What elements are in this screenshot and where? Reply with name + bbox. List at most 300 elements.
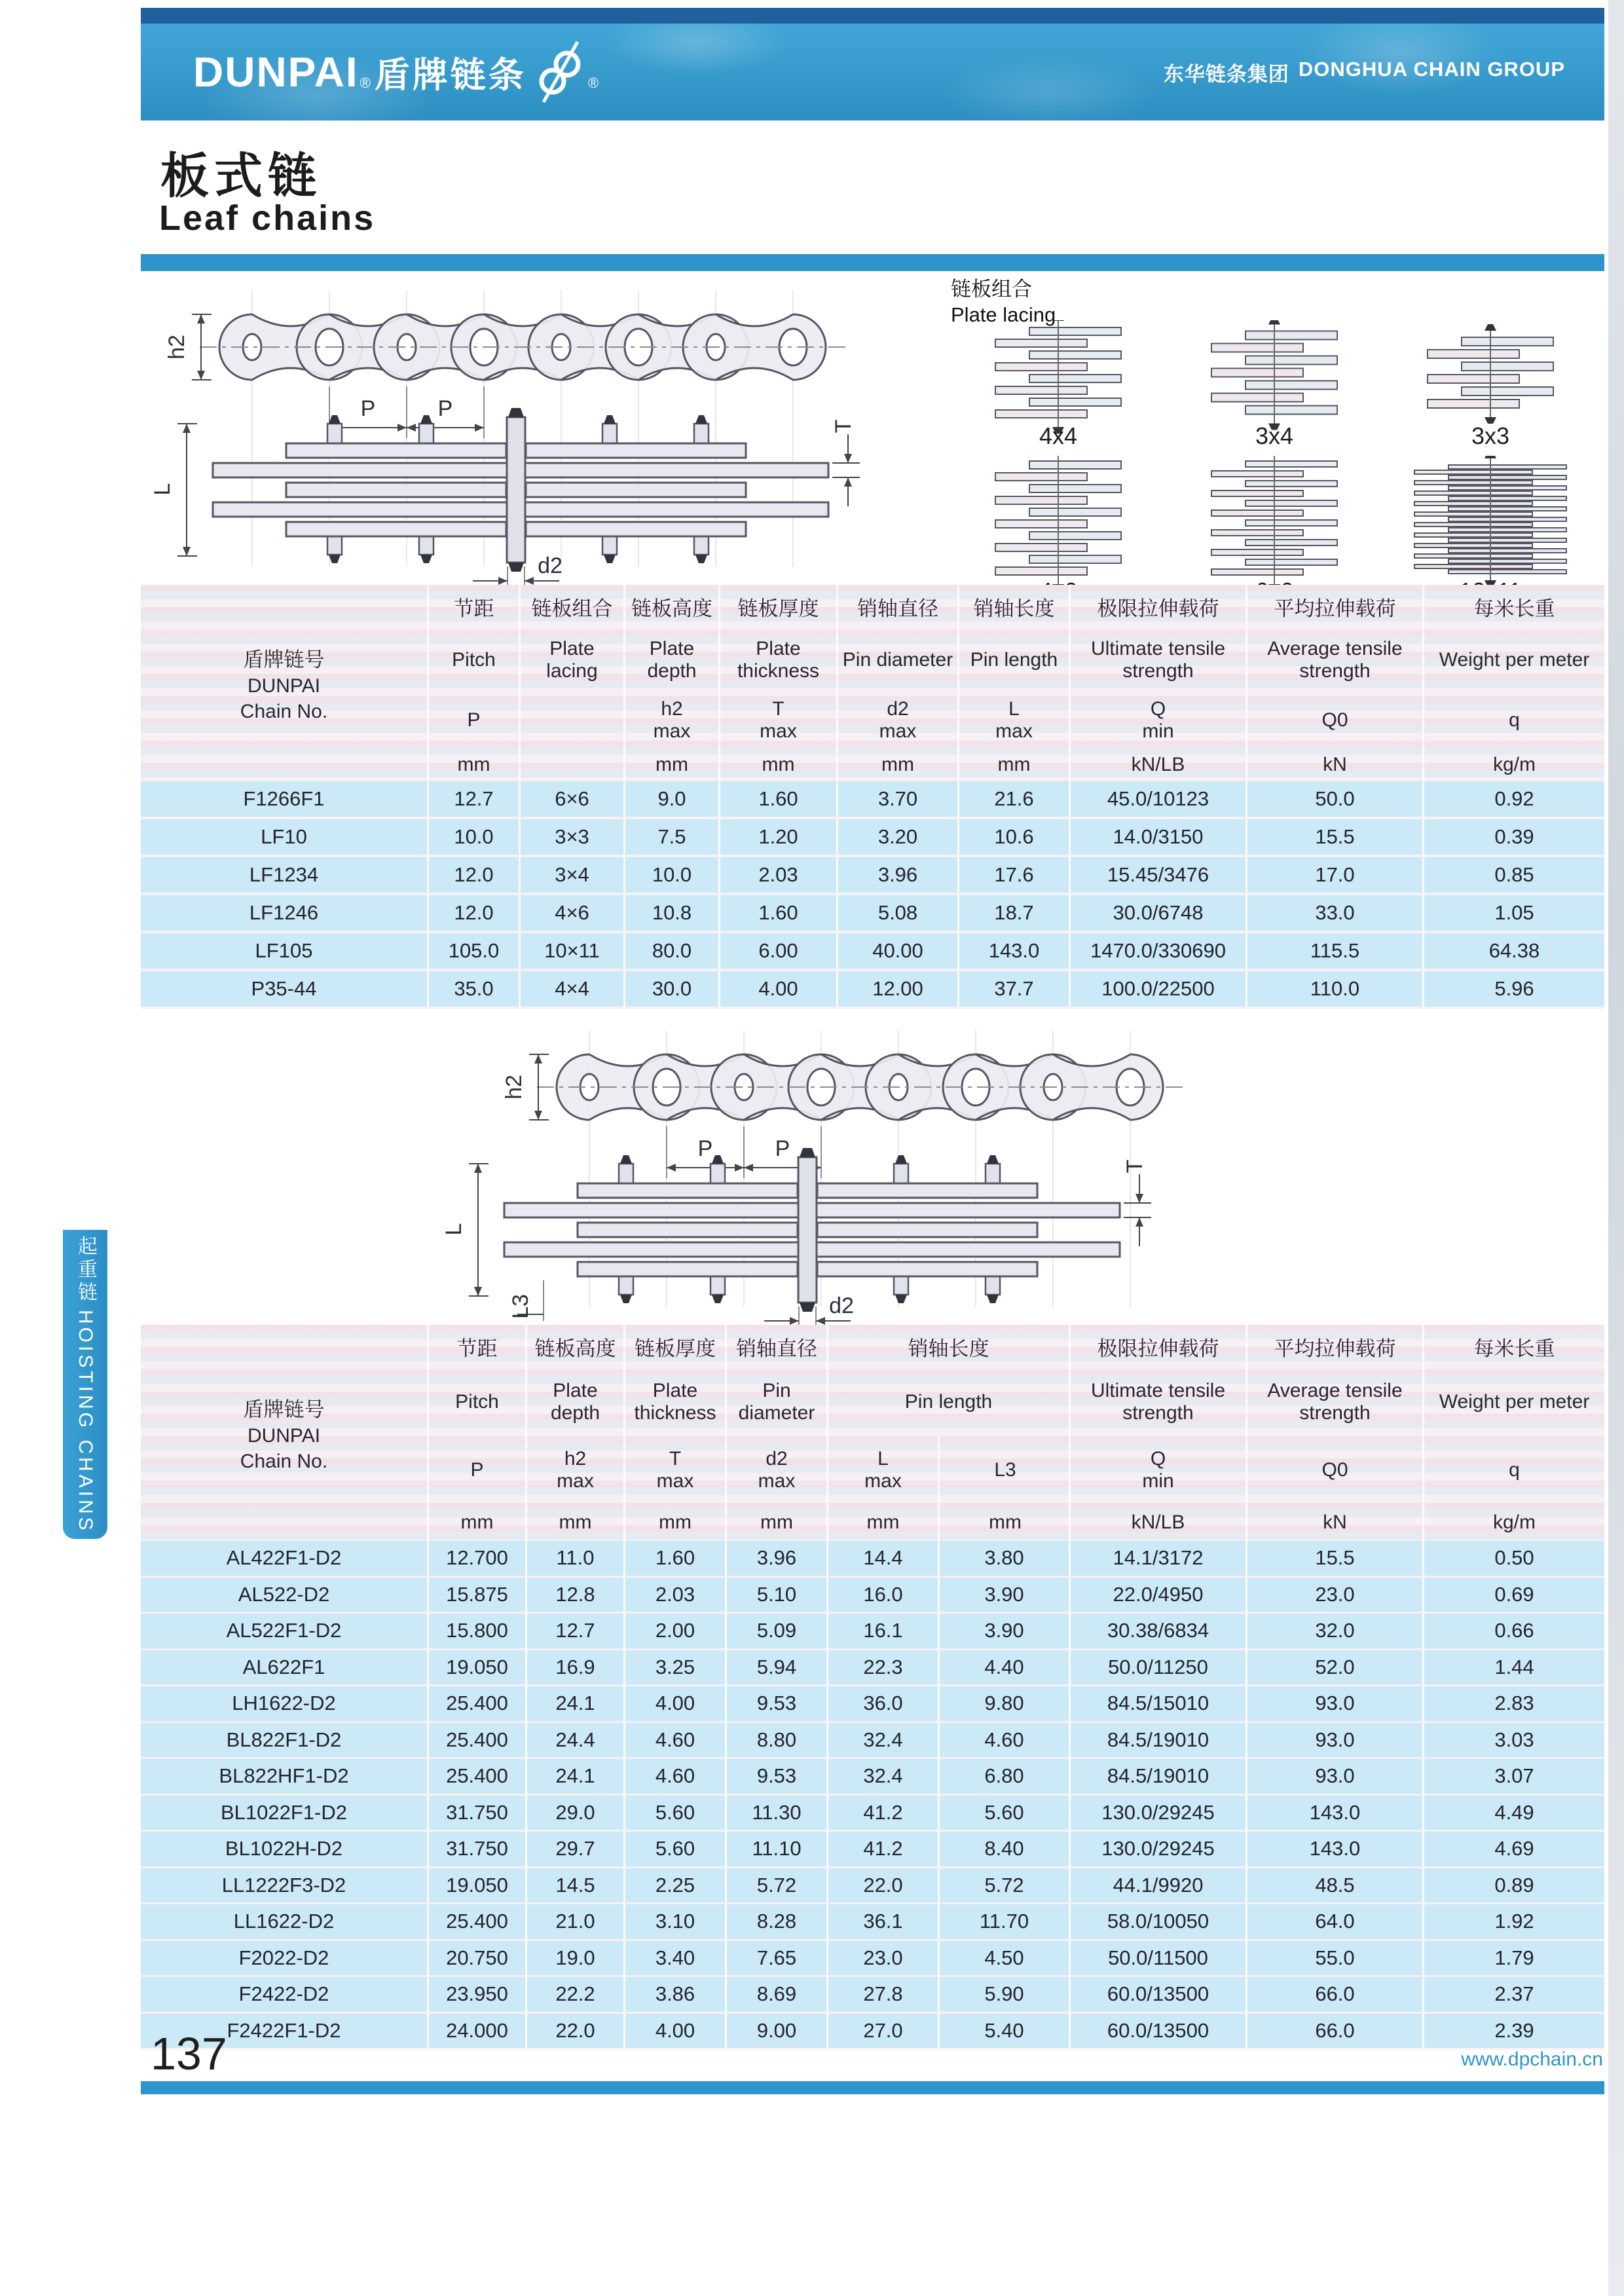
- column-title-cn: 每米长重: [1473, 1337, 1555, 1360]
- value-cell: 50.0/11500: [1071, 1941, 1247, 1976]
- value-cell: 22.2: [527, 1977, 625, 2012]
- value-cell: 1.92: [1424, 1904, 1604, 1939]
- value-cell: 33.0: [1247, 895, 1424, 931]
- column-title-en: Plate depth: [550, 1379, 600, 1424]
- value-cell: 32.4: [828, 1759, 940, 1794]
- value-cell: 3.70: [838, 781, 959, 817]
- column-unit: kN/LB: [1131, 1511, 1185, 1533]
- value-cell: 2.83: [1424, 1686, 1604, 1721]
- value-cell: 4.60: [625, 1723, 727, 1758]
- column-unit: mm: [989, 1511, 1022, 1533]
- chain-no-cell: AL422F1-D2: [141, 1541, 429, 1576]
- value-cell: 29.7: [527, 1832, 625, 1866]
- value-cell: 0.85: [1424, 857, 1604, 893]
- top-strip: [141, 8, 1604, 24]
- page-title-cn: 板式链: [160, 149, 322, 203]
- dimension-label: L: [441, 1223, 466, 1236]
- header-cell: [1071, 585, 1247, 781]
- column-title-cn: 平均拉伸载荷: [1274, 597, 1396, 620]
- plate-lacing-figures: [960, 320, 1604, 603]
- value-cell: 143.0: [1247, 1832, 1424, 1866]
- value-cell: 11.30: [727, 1796, 828, 1830]
- value-cell: 2.39: [1424, 2014, 1604, 2048]
- value-cell: 3.03: [1424, 1723, 1604, 1758]
- table-row: [141, 1686, 1604, 1723]
- column-title-cn: 链板厚度: [635, 1337, 716, 1360]
- value-cell: 12.7: [527, 1614, 625, 1648]
- lacing-label: 3x4: [1255, 422, 1294, 448]
- chain-no-cell: BL822F1-D2: [141, 1723, 429, 1758]
- column-title-en: DUNPAI: [247, 1425, 321, 1447]
- column-symbol: Q: [1150, 1448, 1166, 1470]
- value-cell: 50.0: [1247, 781, 1424, 817]
- value-cell: 29.0: [527, 1796, 625, 1830]
- value-cell: 3.86: [625, 1977, 727, 2012]
- divider-bar: [141, 254, 1604, 271]
- plate-lacing-figure: [1392, 320, 1589, 448]
- value-cell: 3.10: [625, 1904, 727, 1939]
- value-cell: 4.00: [720, 971, 838, 1007]
- value-cell: 9.53: [727, 1759, 828, 1794]
- column-unit: mm: [460, 1511, 494, 1533]
- value-cell: 24.1: [527, 1686, 625, 1721]
- column-title-en: Pin length: [904, 1390, 993, 1413]
- value-cell: 5.60: [625, 1796, 727, 1830]
- value-cell: 0.92: [1424, 781, 1604, 817]
- value-cell: 4×6: [521, 895, 625, 931]
- column-symbol: d2: [766, 1448, 788, 1470]
- value-cell: 1.05: [1424, 895, 1604, 931]
- table-row: [141, 1868, 1604, 1905]
- value-cell: 50.0/11250: [1071, 1650, 1247, 1685]
- value-cell: 2.37: [1424, 1977, 1604, 2012]
- value-cell: 110.0: [1247, 971, 1424, 1007]
- column-title-cn: 每米长重: [1473, 597, 1555, 620]
- value-cell: 143.0: [1247, 1796, 1424, 1830]
- value-cell: 41.2: [828, 1796, 940, 1830]
- value-cell: 15.5: [1247, 819, 1424, 855]
- chain-no-cell: LF10: [141, 819, 429, 855]
- column-unit: mm: [881, 754, 914, 775]
- value-cell: 25.400: [429, 1759, 527, 1794]
- column-title-en: Average tensile strength: [1267, 1379, 1403, 1424]
- value-cell: 3.25: [625, 1650, 727, 1685]
- value-cell: 4.69: [1424, 1832, 1604, 1866]
- value-cell: 23.0: [1247, 1578, 1424, 1612]
- header-cell: [625, 585, 720, 781]
- column-symbol: d2: [887, 698, 909, 720]
- value-cell: 5.40: [940, 2014, 1071, 2048]
- column-unit: mm: [866, 1511, 900, 1533]
- column-title-en: Average tensile strength: [1267, 637, 1403, 682]
- value-cell: 5.60: [940, 1796, 1071, 1830]
- column-symbol-qualifier: max: [864, 1470, 902, 1492]
- table-row: [141, 857, 1604, 895]
- column-title-en: Plate thickness: [737, 637, 820, 682]
- header-cell: [1247, 585, 1424, 781]
- dimension-label: L3: [508, 1294, 533, 1319]
- value-cell: 12.8: [527, 1578, 625, 1612]
- column-symbol: Q0: [1321, 1459, 1348, 1481]
- column-unit: kg/m: [1492, 754, 1536, 775]
- column-unit: mm: [762, 754, 795, 775]
- value-cell: 19.050: [429, 1650, 527, 1685]
- column-title-en: Chain No.: [240, 1450, 328, 1472]
- column-symbol: Q: [1150, 698, 1166, 720]
- value-cell: 10.0: [429, 819, 521, 855]
- value-cell: 24.1: [527, 1759, 625, 1794]
- value-cell: 66.0: [1247, 1977, 1424, 2012]
- column-unit: mm: [760, 1511, 793, 1533]
- value-cell: 32.0: [1247, 1614, 1424, 1648]
- header-cell: [720, 585, 838, 781]
- value-cell: 25.400: [429, 1686, 527, 1721]
- value-cell: 9.80: [940, 1686, 1071, 1721]
- group-name-cn: 东华链条集团: [1163, 62, 1289, 86]
- table-row: [141, 933, 1604, 971]
- value-cell: 3.96: [727, 1541, 828, 1576]
- dimension-label: P: [775, 1136, 790, 1161]
- value-cell: 7.5: [625, 819, 720, 855]
- value-cell: 14.4: [828, 1541, 940, 1576]
- value-cell: 93.0: [1247, 1686, 1424, 1721]
- plate-lacing-figure: [960, 320, 1156, 448]
- value-cell: 100.0/22500: [1071, 971, 1247, 1007]
- dimension-label: P: [697, 1136, 713, 1161]
- column-symbol-qualifier: max: [879, 720, 917, 742]
- table1-body: [141, 781, 1604, 1009]
- chain-no-cell: BL822HF1-D2: [141, 1759, 429, 1794]
- group-name: [1164, 58, 1565, 87]
- column-title-cn: 链板厚度: [737, 597, 819, 620]
- plate-lacing-figure: [960, 456, 1156, 603]
- column-symbol: L3: [994, 1459, 1016, 1481]
- column-title-cn: 极限拉伸载荷: [1097, 1337, 1219, 1360]
- value-cell: 93.0: [1247, 1723, 1424, 1758]
- column-title-cn: 盾牌链号: [243, 648, 325, 671]
- column-unit: mm: [655, 754, 688, 775]
- column-symbol: P: [467, 709, 481, 731]
- value-cell: 9.53: [727, 1686, 828, 1721]
- chain-no-cell: AL522F1-D2: [141, 1614, 429, 1648]
- brand-wordmark: DUNPAI: [193, 48, 359, 96]
- column-title-en: Plate depth: [647, 637, 697, 682]
- sidebar-label-cn: 起重链: [75, 1235, 96, 1305]
- column-symbol: h2: [661, 698, 683, 720]
- value-cell: 11.70: [940, 1904, 1071, 1939]
- column-symbol: L: [1008, 698, 1020, 720]
- header-cell: [625, 1325, 727, 1541]
- column-symbol: T: [669, 1448, 682, 1470]
- chain-no-cell: F2422F1-D2: [141, 2014, 429, 2048]
- value-cell: 30.38/6834: [1071, 1614, 1247, 1648]
- value-cell: 52.0: [1247, 1650, 1424, 1685]
- table1-header: [141, 585, 1604, 781]
- value-cell: 1.79: [1424, 1941, 1604, 1976]
- column-title-cn: 销轴直径: [857, 597, 938, 620]
- value-cell: 2.00: [625, 1614, 727, 1648]
- value-cell: 115.5: [1247, 933, 1424, 969]
- value-cell: 5.08: [838, 895, 959, 931]
- value-cell: 17.0: [1247, 857, 1424, 893]
- chain-no-cell: LF105: [141, 933, 429, 969]
- chain-no-cell: LF1234: [141, 857, 429, 893]
- value-cell: 5.72: [727, 1868, 828, 1903]
- value-cell: 64.38: [1424, 933, 1604, 969]
- header-cell: [429, 585, 521, 781]
- value-cell: 4.60: [940, 1723, 1071, 1758]
- header-cell: [838, 585, 959, 781]
- value-cell: 8.80: [727, 1723, 828, 1758]
- value-cell: 80.0: [625, 933, 720, 969]
- leaf-chain-diagram-2: [367, 1018, 1283, 1323]
- value-cell: 9.0: [625, 781, 720, 817]
- value-cell: 3×3: [521, 819, 625, 855]
- plate-lacing-figure: [1176, 456, 1373, 603]
- column-title-cn: 链板高度: [534, 1337, 616, 1360]
- dimension-label: T: [831, 419, 856, 434]
- value-cell: 37.7: [959, 971, 1071, 1007]
- value-cell: 0.50: [1424, 1541, 1604, 1576]
- value-cell: 12.00: [838, 971, 959, 1007]
- value-cell: 2.03: [720, 857, 838, 893]
- value-cell: 19.0: [527, 1941, 625, 1976]
- table-row: [141, 1759, 1604, 1796]
- value-cell: 130.0/29245: [1071, 1832, 1247, 1866]
- dimension-label: d2: [829, 1293, 854, 1318]
- value-cell: 84.5/15010: [1071, 1686, 1247, 1721]
- value-cell: 6×6: [521, 781, 625, 817]
- sidebar-tab-hoisting-chains: [63, 1230, 107, 1539]
- column-title-en: Pin diameter: [842, 648, 953, 671]
- table-row: [141, 1650, 1604, 1687]
- value-cell: 14.1/3172: [1071, 1541, 1247, 1576]
- brand-name-cn: 盾牌链条: [374, 55, 526, 95]
- value-cell: 31.750: [429, 1796, 527, 1830]
- dimension-label: P: [360, 396, 376, 421]
- leaf-chain-table-1: [141, 585, 1604, 1009]
- value-cell: 5.72: [940, 1868, 1071, 1903]
- header-cell: [141, 1325, 429, 1541]
- value-cell: 22.0: [527, 2014, 625, 2048]
- column-title-en: Pitch: [452, 648, 496, 671]
- table2-body: [141, 1541, 1604, 2050]
- value-cell: 4×4: [521, 971, 625, 1007]
- value-cell: 0.69: [1424, 1578, 1604, 1612]
- column-title-en: Chain No.: [240, 700, 328, 722]
- value-cell: 27.0: [828, 2014, 940, 2048]
- value-cell: 6.00: [720, 933, 838, 969]
- column-title-en: DUNPAI: [247, 675, 321, 697]
- column-title-cn: 平均拉伸载荷: [1274, 1337, 1396, 1360]
- value-cell: 1470.0/330690: [1071, 933, 1247, 969]
- value-cell: 21.6: [959, 781, 1071, 817]
- column-unit: mm: [559, 1511, 592, 1533]
- value-cell: 105.0: [429, 933, 521, 969]
- value-cell: 22.3: [828, 1650, 940, 1685]
- header-cell: [1247, 1325, 1424, 1541]
- value-cell: 15.875: [429, 1578, 527, 1612]
- value-cell: 35.0: [429, 971, 521, 1007]
- table-row: [141, 1723, 1604, 1760]
- value-cell: 15.45/3476: [1071, 857, 1247, 893]
- chain-no-cell: BL1022H-D2: [141, 1832, 429, 1866]
- column-title-en: Plate lacing: [546, 637, 598, 682]
- dp-monogram-icon: [536, 39, 584, 105]
- value-cell: 5.09: [727, 1614, 828, 1648]
- column-title-cn: 节距: [456, 1337, 498, 1360]
- value-cell: 0.89: [1424, 1868, 1604, 1903]
- value-cell: 5.60: [625, 1832, 727, 1866]
- column-title-cn: 节距: [453, 597, 494, 620]
- value-cell: 22.0/4950: [1071, 1578, 1247, 1612]
- value-cell: 12.7: [429, 781, 521, 817]
- value-cell: 5.96: [1424, 971, 1604, 1007]
- value-cell: 25.400: [429, 1904, 527, 1939]
- value-cell: 22.0: [828, 1868, 940, 1903]
- plate-lacing-title-en: Plate lacing: [951, 303, 1056, 326]
- header-cell: [141, 585, 429, 781]
- column-title-en: Ultimate tensile strength: [1090, 1379, 1226, 1424]
- value-cell: 3.90: [940, 1614, 1071, 1648]
- header-cell: [959, 585, 1071, 781]
- table-row: [141, 1796, 1604, 1832]
- header-cell: [1424, 1325, 1604, 1541]
- value-cell: 12.0: [429, 895, 521, 931]
- dimension-label: h2: [502, 1075, 526, 1100]
- column-symbol-qualifier: max: [995, 720, 1033, 742]
- value-cell: 143.0: [959, 933, 1071, 969]
- dimension-label: L: [150, 483, 175, 496]
- page-number: 137: [151, 2028, 227, 2079]
- column-symbol-qualifier: max: [760, 720, 797, 742]
- value-cell: 3.90: [940, 1578, 1071, 1612]
- table-row: [141, 1904, 1604, 1941]
- header-cell: [527, 1325, 625, 1541]
- column-symbol-qualifier: min: [1142, 1470, 1174, 1492]
- value-cell: 19.050: [429, 1868, 527, 1903]
- value-cell: 15.800: [429, 1614, 527, 1648]
- registered-mark: ®: [587, 75, 599, 91]
- value-cell: 66.0: [1247, 2014, 1424, 2048]
- column-unit: mm: [659, 1511, 692, 1533]
- value-cell: 10.8: [625, 895, 720, 931]
- table-row: [141, 895, 1604, 933]
- value-cell: 3×4: [521, 857, 625, 893]
- column-unit: mm: [457, 754, 490, 775]
- column-symbol: T: [772, 698, 784, 720]
- column-symbol: L: [877, 1448, 889, 1470]
- plate-lacing-figure: [1392, 456, 1589, 603]
- lacing-label: 4x4: [1039, 422, 1078, 448]
- value-cell: 27.8: [828, 1977, 940, 2012]
- value-cell: 23.950: [429, 1977, 527, 2012]
- value-cell: 3.20: [838, 819, 959, 855]
- value-cell: 6.80: [940, 1759, 1071, 1794]
- value-cell: 12.0: [429, 857, 521, 893]
- value-cell: 4.00: [625, 2014, 727, 2048]
- table-row: [141, 1941, 1604, 1978]
- chain-no-cell: F2022-D2: [141, 1941, 429, 1976]
- value-cell: 55.0: [1247, 1941, 1424, 1976]
- column-title-en: Plate thickness: [634, 1379, 716, 1424]
- value-cell: 16.1: [828, 1614, 940, 1648]
- chain-no-cell: P35-44: [141, 971, 429, 1007]
- value-cell: 4.40: [940, 1650, 1071, 1685]
- column-title-cn: 极限拉伸载荷: [1097, 597, 1219, 620]
- dimension-label: h2: [164, 335, 189, 360]
- value-cell: 48.5: [1247, 1868, 1424, 1903]
- table-row: [141, 1578, 1604, 1614]
- value-cell: 24.4: [527, 1723, 625, 1758]
- value-cell: 2.03: [625, 1578, 727, 1612]
- column-unit: kN: [1323, 1511, 1347, 1533]
- value-cell: 8.28: [727, 1904, 828, 1939]
- value-cell: 10×11: [521, 933, 625, 969]
- column-title-en: Ultimate tensile strength: [1090, 637, 1226, 682]
- value-cell: 0.39: [1424, 819, 1604, 855]
- value-cell: 1.44: [1424, 1650, 1604, 1685]
- value-cell: 36.0: [828, 1686, 940, 1721]
- header-cell: [1071, 1325, 1247, 1541]
- chain-no-cell: AL622F1: [141, 1650, 429, 1685]
- value-cell: 14.5: [527, 1868, 625, 1903]
- column-title-cn: 销轴长度: [973, 597, 1055, 620]
- value-cell: 14.0/3150: [1071, 819, 1247, 855]
- column-symbol-qualifier: max: [653, 720, 691, 742]
- value-cell: 16.9: [527, 1650, 625, 1685]
- value-cell: 21.0: [527, 1904, 625, 1939]
- chain-no-cell: AL522-D2: [141, 1578, 429, 1612]
- value-cell: 11.0: [527, 1541, 625, 1576]
- value-cell: 45.0/10123: [1071, 781, 1247, 817]
- value-cell: 1.60: [720, 895, 838, 931]
- value-cell: 93.0: [1247, 1759, 1424, 1794]
- value-cell: 8.69: [727, 1977, 828, 2012]
- chain-no-cell: LL1622-D2: [141, 1904, 429, 1939]
- value-cell: 5.10: [727, 1578, 828, 1612]
- column-title-cn: 盾牌链号: [243, 1398, 325, 1421]
- column-unit: kN: [1323, 754, 1347, 775]
- chain-no-cell: F1266F1: [141, 781, 429, 817]
- value-cell: 60.0/13500: [1071, 2014, 1247, 2048]
- group-name-en: DONGHUA CHAIN GROUP: [1298, 57, 1565, 81]
- chain-no-cell: LH1622-D2: [141, 1686, 429, 1721]
- column-title-cn: 销轴直径: [736, 1337, 817, 1360]
- header-cell: [828, 1325, 1071, 1541]
- table-row: [141, 1832, 1604, 1868]
- value-cell: 7.65: [727, 1941, 828, 1976]
- value-cell: 1.60: [625, 1541, 727, 1576]
- leaf-chain-diagram-1: [141, 278, 946, 583]
- value-cell: 24.000: [429, 2014, 527, 2048]
- value-cell: 10.0: [625, 857, 720, 893]
- value-cell: 3.96: [838, 857, 959, 893]
- plate-lacing-figure: [1176, 320, 1373, 448]
- value-cell: 36.1: [828, 1904, 940, 1939]
- leaf-chain-table-2: [141, 1325, 1604, 2050]
- value-cell: 23.0: [828, 1941, 940, 1976]
- value-cell: 4.49: [1424, 1796, 1604, 1830]
- value-cell: 130.0/29245: [1071, 1796, 1247, 1830]
- website-link[interactable]: www.dpchain.cn: [1461, 2048, 1603, 2070]
- chain-no-cell: BL1022F1-D2: [141, 1796, 429, 1830]
- dimension-label: d2: [538, 553, 563, 578]
- header-cell: [429, 1325, 527, 1541]
- value-cell: 15.5: [1247, 1541, 1424, 1576]
- chain-no-cell: LL1222F3-D2: [141, 1868, 429, 1903]
- value-cell: 31.750: [429, 1832, 527, 1866]
